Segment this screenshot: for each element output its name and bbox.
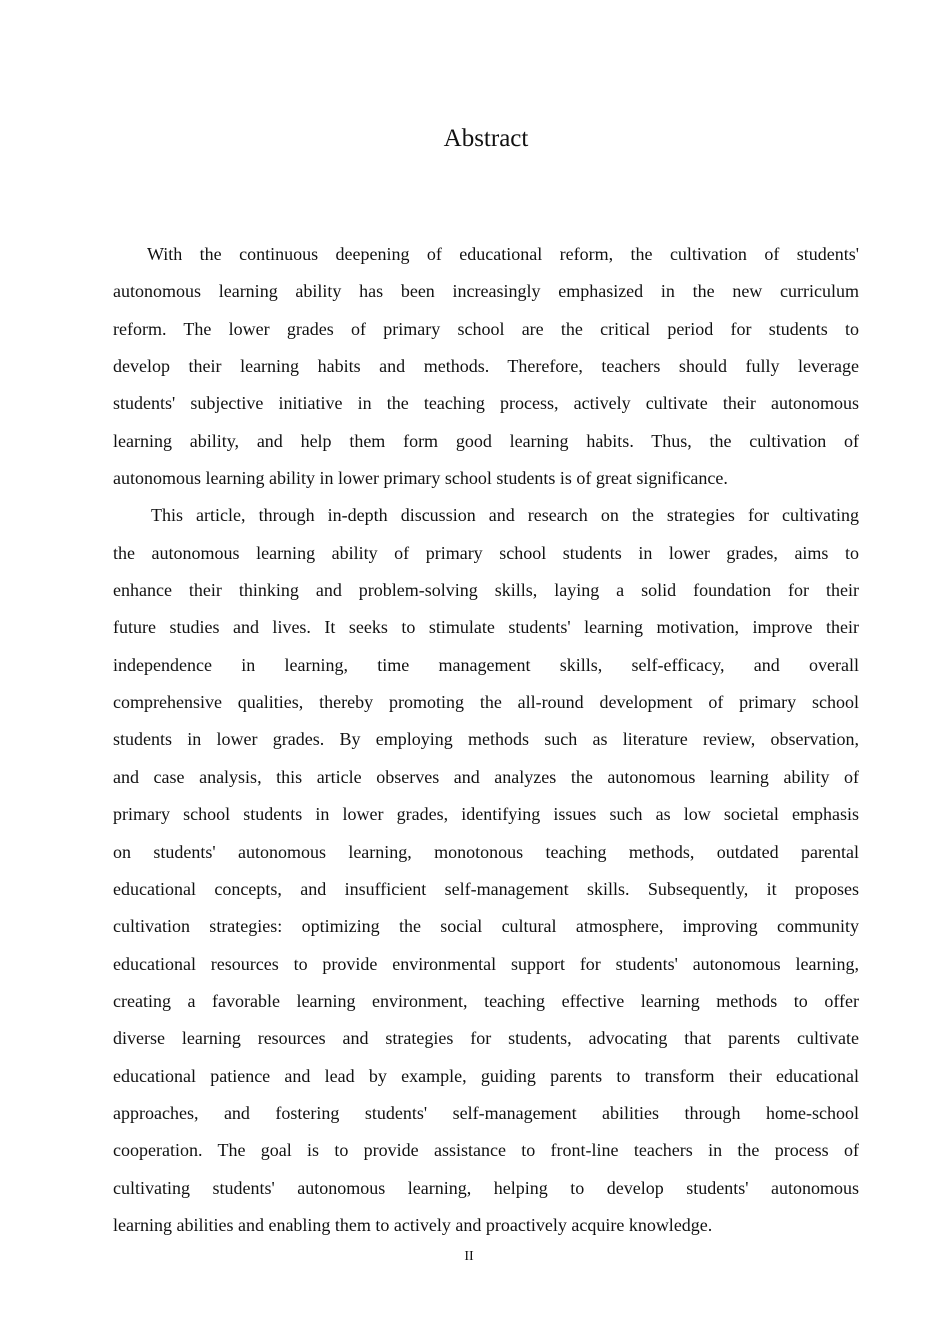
paragraph-2 — [113, 497, 859, 1244]
text-line: cultivating students' autonomous learning, helping to develop students' autonomous — [113, 1177, 859, 1198]
text-line: independence in learning, time management skills, self-efficacy, and overall — [113, 654, 859, 675]
text-line: cultivation strategies: optimizing the social cultural atmosphere, improving community — [113, 916, 859, 937]
text-line: on students' autonomous learning, monotonous teaching methods, outdated parental — [113, 841, 859, 862]
paragraph-1 — [113, 236, 859, 497]
text-line: comprehensive qualities, thereby promoting the all-round development of primary school — [113, 692, 859, 713]
text-line: This article, through in-depth discussion and research on the strategies for cultivating — [151, 505, 859, 526]
text-line: With the continuous deepening of educational reform, the cultivation of students' — [147, 244, 859, 264]
text-line: autonomous learning ability in lower primary school students is of great significance. — [113, 468, 728, 489]
text-line: educational resources to provide environmental support for students' autonomous learning, — [113, 953, 859, 974]
text-line: approaches, and fostering students' self-management abilities through home-school — [113, 1102, 859, 1123]
text-line: creating a favorable learning environment, teaching effective learning methods to offer — [113, 990, 859, 1011]
text-line: the autonomous learning ability of primary school students in lower grades, aims to — [113, 542, 859, 563]
page-title: Abstract — [443, 125, 529, 152]
text-line: diverse learning resources and strategies for students, advocating that parents cultivate — [113, 1028, 859, 1049]
text-line: students in lower grades. By employing methods such as literature review, observation, — [113, 729, 859, 750]
text-line: autonomous learning ability has been increasingly emphasized in the new curriculum — [113, 281, 859, 302]
text-line: develop their learning habits and methods. Therefore, teachers should fully leverage — [113, 356, 859, 377]
text-line: reform. The lower grades of primary school are the critical period for students to — [113, 318, 859, 339]
text-line: learning ability, and help them form good learning habits. Thus, the cultivation of — [113, 430, 859, 451]
text-line: learning abilities and enabling them to actively and proactively acquire knowledge. — [113, 1214, 713, 1235]
text-line: and case analysis, this article observes and analyzes the autonomous learning ability of — [113, 766, 859, 787]
text-line: primary school students in lower grades, identifying issues such as low societal emphasis — [113, 804, 859, 825]
text-line: educational patience and lead by example, guiding parents to transform their educational — [113, 1065, 859, 1086]
text-line: students' subjective initiative in the teaching process, actively cultivate their autonomous — [113, 393, 859, 414]
page-number: II — [464, 1249, 474, 1264]
text-line: future studies and lives. It seeks to stimulate students' learning motivation, improve their — [113, 617, 859, 638]
text-line: enhance their thinking and problem-solving skills, laying a solid foundation for their — [113, 580, 859, 601]
text-line: cooperation. The goal is to provide assistance to front-line teachers in the process of — [113, 1140, 859, 1161]
abstract-body — [113, 236, 859, 1244]
text-line: educational concepts, and insufficient self-management skills. Subsequently, it proposes — [113, 878, 859, 899]
